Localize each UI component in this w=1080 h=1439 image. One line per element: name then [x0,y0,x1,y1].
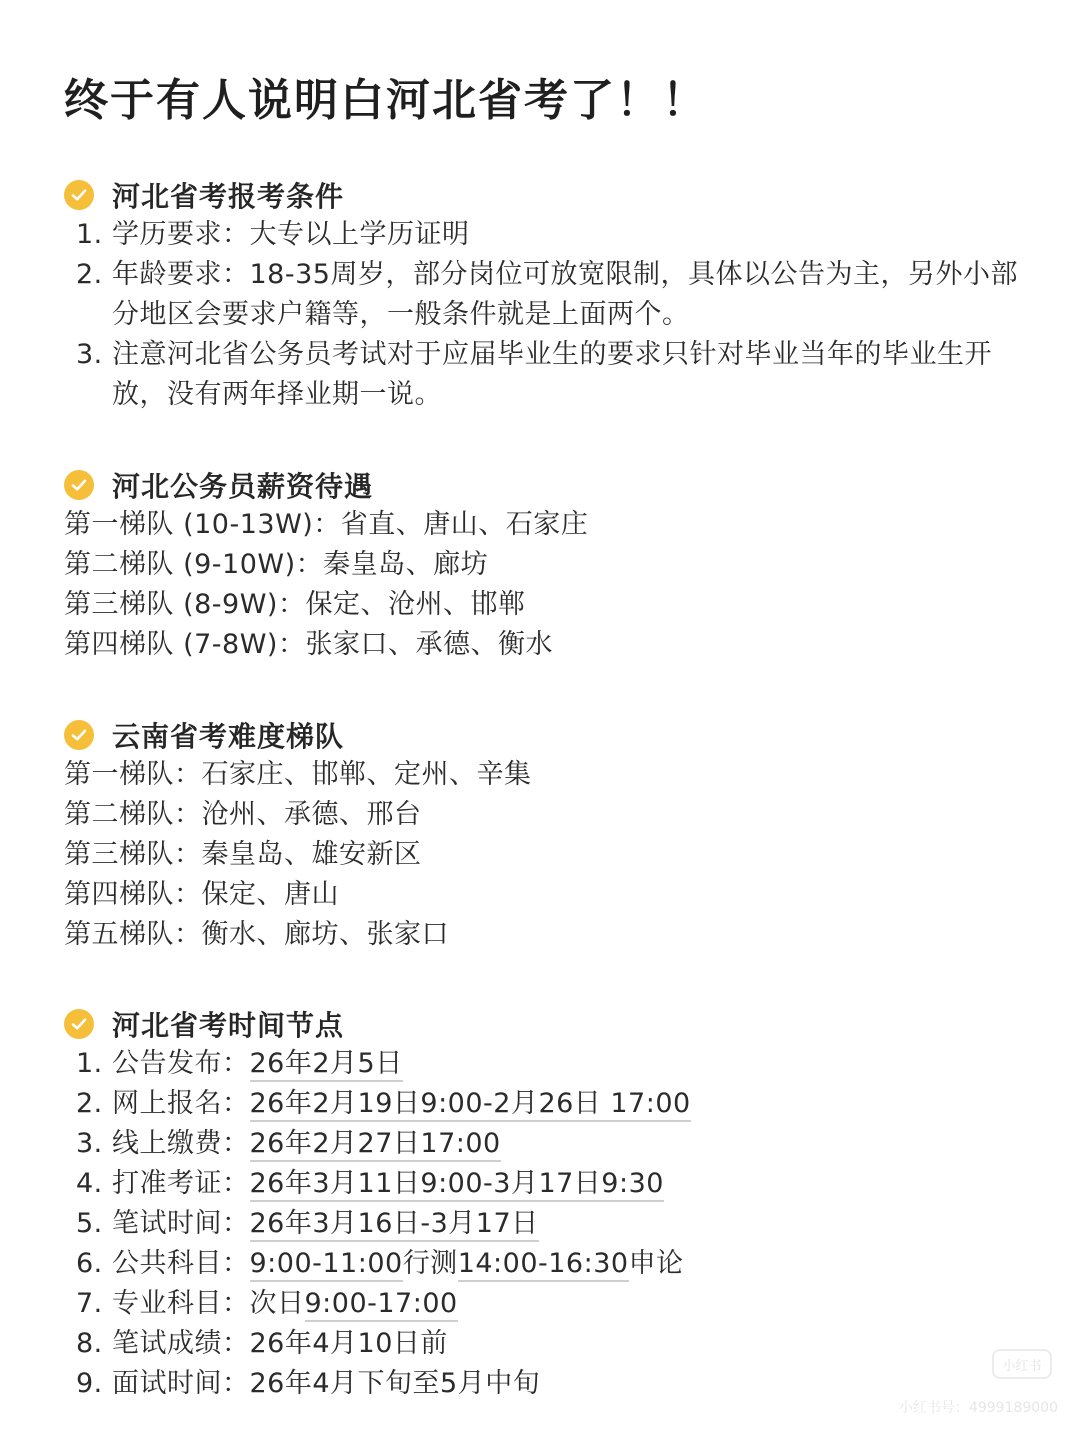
list-number: 8. [76,1328,103,1359]
item-label: 线上缴费： [112,1128,250,1159]
item-value: 9:00-11:00 [250,1248,403,1282]
section-title: 云南省考难度梯队 [112,720,345,753]
subject-label: 申论 [628,1248,684,1279]
item-value: 26年4月10日前 [249,1328,448,1359]
section-header [64,465,1024,505]
item-value: 26年3月11日9:00-3月17日9:30 [250,1168,664,1202]
item-value: 9:00-17:00 [305,1288,458,1322]
check-icon [64,470,94,500]
section-salary [64,465,1024,665]
list-number: 4. [76,1168,103,1199]
section-title: 河北省考报考条件 [112,180,345,213]
list-number: 1. [76,219,103,250]
page-title: 终于有人说明白河北省考了！！ [64,75,708,126]
timeline-item [64,1204,1024,1244]
watermark-logo: 小红书 [992,1349,1052,1379]
item-label: 专业科目： [112,1288,250,1319]
list-item [64,335,1024,415]
item-prefix: 次日 [249,1288,305,1319]
list-number: 2. [76,1088,103,1119]
timeline-item [64,1164,1024,1204]
item-label: 公告发布： [112,1048,250,1079]
list-number: 3. [76,339,103,370]
timeline-item [64,1324,1024,1364]
subject-label: 行测 [402,1248,458,1279]
item-value: 26年2月19日9:00-2月26日 17:00 [250,1088,691,1122]
tier-line: 第四梯队：保定、唐山 [64,879,339,910]
tier-line: 第五梯队：衡水、廊坊、张家口 [64,919,449,950]
list-number: 6. [76,1248,103,1279]
item-label: 笔试成绩： [112,1328,250,1359]
section-title: 河北公务员薪资待遇 [112,470,374,503]
section-title: 河北省考时间节点 [112,1009,345,1042]
check-icon [64,720,94,750]
tier-line: 第二梯队 (9-10W)：秦皇岛、廊坊 [64,549,489,580]
timeline-item [64,1084,1024,1124]
tier-line: 第三梯队 (8-9W)：保定、沧州、邯郸 [64,589,526,620]
list-number: 2. [76,259,103,290]
list-item [64,255,1024,335]
section-header [64,715,1024,755]
tier-line: 第一梯队 (10-13W)：省直、唐山、石家庄 [64,509,589,540]
item-value: 26年3月16日-3月17日 [250,1208,539,1242]
section-header [64,1004,1024,1044]
item-value: 26年2月27日17:00 [250,1128,501,1162]
item-label: 网上报名： [112,1088,250,1119]
tier-line: 第四梯队 (7-8W)：张家口、承德、衡水 [64,629,553,660]
timeline-item [64,1284,1024,1324]
section-header [64,175,1024,215]
timeline-item [64,1364,1024,1404]
check-icon [64,1009,94,1039]
timeline-item [64,1244,1024,1284]
section-requirements [64,175,1024,415]
item-label: 公共科目： [112,1248,250,1279]
item-label: 打准考证： [112,1168,250,1199]
list-number: 7. [76,1288,103,1319]
item-value: 26年4月下旬至5月中旬 [249,1368,541,1399]
list-item [64,215,1024,255]
list-number: 3. [76,1128,103,1159]
watermark-text: 小红书号：4999189000 [898,1400,1058,1416]
section-timeline [64,1004,1024,1404]
list-number: 9. [76,1368,103,1399]
list-number: 1. [76,1048,103,1079]
item-label: 笔试时间： [112,1208,250,1239]
tier-line: 第二梯队：沧州、承德、邢台 [64,799,422,830]
list-text: 年龄要求：18-35周岁，部分岗位可放宽限制，具体以公告为主，另外小部分地区会要求户籍等，一般条件就是上面两个。 [112,259,1018,330]
check-icon [64,180,94,210]
section-difficulty [64,715,1024,955]
list-text: 注意河北省公务员考试对于应届毕业生的要求只针对毕业当年的毕业生开放，没有两年择业期一说。 [112,339,992,410]
item-value: 14:00-16:30 [458,1248,629,1282]
timeline-item [64,1044,1024,1084]
tier-line: 第一梯队：石家庄、邯郸、定州、辛集 [64,759,532,790]
list-number: 5. [76,1208,103,1239]
item-label: 面试时间： [112,1368,250,1399]
item-value: 26年2月5日 [250,1048,403,1082]
list-text: 学历要求：大专以上学历证明 [112,219,470,250]
timeline-item [64,1124,1024,1164]
tier-line: 第三梯队：秦皇岛、雄安新区 [64,839,422,870]
